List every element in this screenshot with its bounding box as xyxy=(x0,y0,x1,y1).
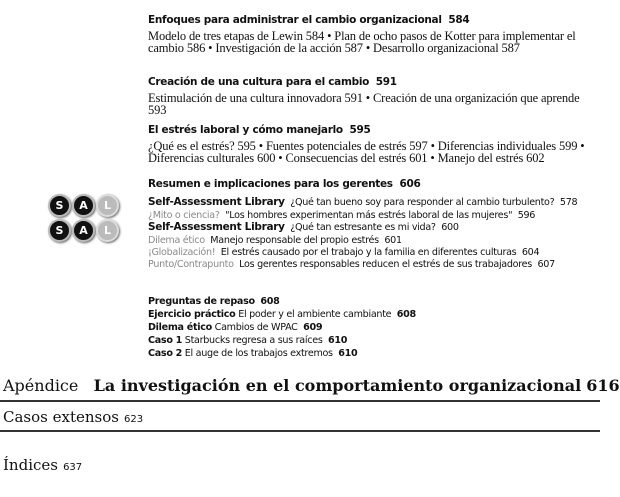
endmatter-label: Caso 2 xyxy=(148,348,183,359)
page-number: 595 xyxy=(349,124,371,136)
endmatter-item xyxy=(148,309,416,320)
page-number: 610 xyxy=(328,335,348,346)
page-number: 606 xyxy=(399,178,421,190)
feature-text: ¿Qué tan bueno soy para responder al cambio turbulento? xyxy=(290,197,555,208)
page-number: 601 xyxy=(384,235,402,246)
feature-label: Punto/Contrapunto xyxy=(148,259,234,270)
sal-a-circle: A xyxy=(72,194,95,217)
sal-s-circle: S xyxy=(48,194,71,217)
feature-label: Dilema ético xyxy=(148,235,205,246)
section-heading xyxy=(148,14,469,26)
page-number: 591 xyxy=(375,76,397,88)
casos-entry xyxy=(3,407,143,429)
page-number: 609 xyxy=(303,322,323,333)
section-heading xyxy=(148,124,371,136)
heading-text: El estrés laboral y cómo manejarlo xyxy=(148,124,343,136)
section-heading xyxy=(148,178,421,190)
feature-item xyxy=(148,210,535,221)
endmatter-item xyxy=(148,322,322,333)
feature-text: El estrés causado por el trabajo y la familia en diferentes culturas xyxy=(220,247,517,258)
endmatter-text: Cambios de WPAC xyxy=(214,322,298,333)
feature-item xyxy=(148,235,402,246)
feature-text: "Los hombres experimentan más estrés laboral de las mujeres" xyxy=(225,210,513,221)
endmatter-label: Preguntas de repaso xyxy=(148,296,255,307)
endmatter-label: Caso 1 xyxy=(148,335,183,346)
page-number: 623 xyxy=(124,414,144,425)
page-number: 578 xyxy=(559,197,578,208)
sal-badge-icon xyxy=(48,219,119,242)
appendix-title: La investigación en el comportamiento organizacional xyxy=(93,376,582,395)
sal-a-circle: A xyxy=(72,219,95,242)
feature-item xyxy=(148,197,577,208)
feature-label: ¡Globalización! xyxy=(148,247,216,258)
page-number: 607 xyxy=(537,259,555,270)
section-heading xyxy=(148,76,397,88)
endmatter-label: Ejercicio práctico xyxy=(148,309,236,320)
page-number: 596 xyxy=(517,210,536,221)
divider xyxy=(0,430,600,432)
page-number: 584 xyxy=(448,14,470,26)
page-number: 608 xyxy=(396,309,416,320)
page-number: 616 xyxy=(586,376,620,395)
endmatter-item xyxy=(148,348,357,359)
appendix-entry xyxy=(3,376,620,395)
sal-badge-icon xyxy=(48,194,119,217)
feature-item xyxy=(148,259,555,270)
feature-text: Los gerentes responsables reducen el estrés de sus trabajadores xyxy=(239,259,532,270)
divider xyxy=(0,400,600,402)
feature-item xyxy=(148,222,459,233)
endmatter-label: Dilema ético xyxy=(148,322,212,333)
heading-text: Resumen e implicaciones para los gerentes xyxy=(148,178,393,190)
section-body: ¿Qué es el estrés? 595 • Fuentes potenciales de estrés 597 • Diferencias individuales 599 • Diferencias culturales 600 • Consecuencias del estrés 601 • Manejo del estrés 602 xyxy=(148,139,585,166)
section-body: Estimulación de una cultura innovadora 591 • Creación de una organización que aprende 593 xyxy=(148,91,580,118)
feature-label: Self-Assessment Library xyxy=(148,221,285,233)
feature-text: Manejo responsable del propio estrés xyxy=(210,235,379,246)
feature-label: ¿Mito o ciencia? xyxy=(148,210,220,221)
casos-title: Casos extensos xyxy=(3,408,119,426)
endmatter-item xyxy=(148,296,279,307)
section-body: Modelo de tres etapas de Lewin 584 • Plan de ocho pasos de Kotter para implementar el cambio 586 • Investigación de la acción 587 • Desarrollo organizacional 587 xyxy=(148,29,576,56)
page-number: 610 xyxy=(338,348,358,359)
indices-title: Índices xyxy=(3,456,58,474)
endmatter-text: El auge de los trabajos extremos xyxy=(184,348,333,359)
feature-item xyxy=(148,247,539,258)
heading-text: Enfoques para administrar el cambio organizacional xyxy=(148,14,442,26)
page-number: 608 xyxy=(260,296,280,307)
page-number: 604 xyxy=(521,247,540,258)
endmatter-text: El poder y el ambiente cambiante xyxy=(238,309,392,320)
feature-text: ¿Qué tan estresante es mi vida? xyxy=(290,222,436,233)
feature-label: Self-Assessment Library xyxy=(148,196,285,208)
sal-l-circle: L xyxy=(96,219,119,242)
page-number: 637 xyxy=(63,462,83,473)
indices-entry xyxy=(3,455,82,477)
heading-text: Creación de una cultura para el cambio xyxy=(148,76,370,88)
sal-s-circle: S xyxy=(48,219,71,242)
endmatter-item xyxy=(148,335,347,346)
endmatter-text: Starbucks regresa a sus raíces xyxy=(184,335,323,346)
page-number: 600 xyxy=(441,222,459,233)
appendix-label: Apéndice xyxy=(3,376,79,395)
sal-l-circle: L xyxy=(96,194,119,217)
